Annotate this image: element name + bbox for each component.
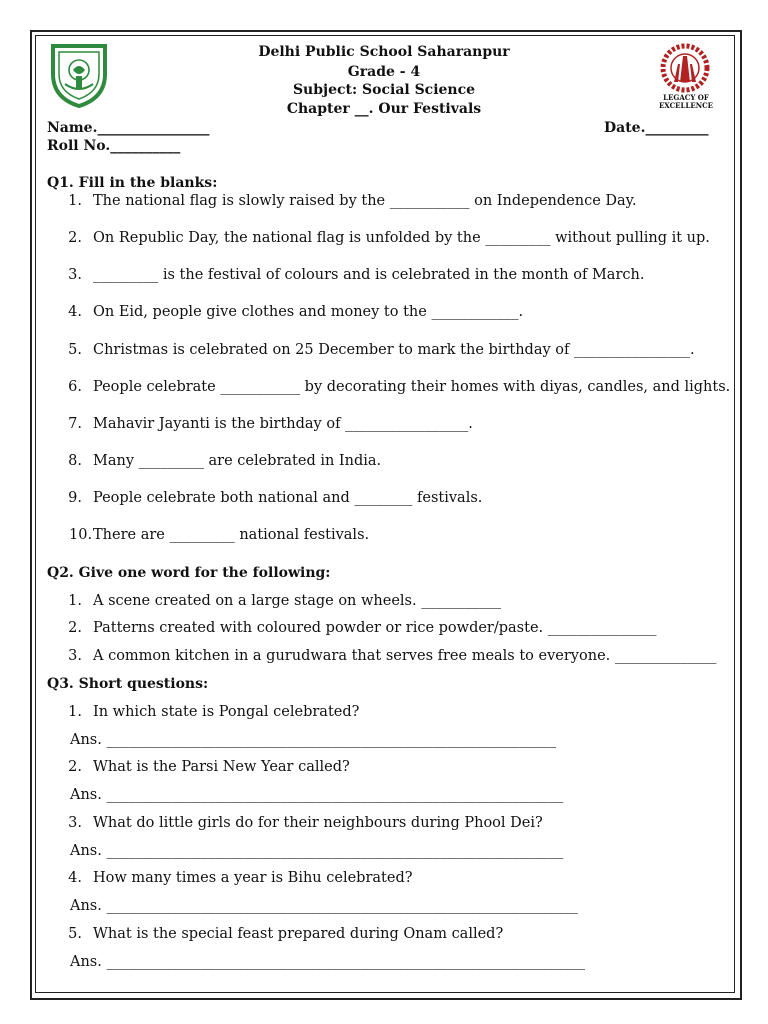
item-number: 4. xyxy=(68,304,82,320)
item-number: 10. xyxy=(69,527,93,543)
q3-title: Q3. Short questions: xyxy=(47,676,209,692)
item-text: There are _________ national festivals. xyxy=(93,527,370,543)
subject-heading: Subject: Social Science xyxy=(292,82,476,98)
item-text: On Republic Day, the national flag is unfolded by the _________ without pulling it up. xyxy=(93,230,710,246)
item-number: 5. xyxy=(68,926,82,942)
item-number: 1. xyxy=(68,193,82,209)
item-number: 6. xyxy=(68,379,82,395)
item-text: The national flag is slowly raised by the ___________ on Independence Day. xyxy=(93,193,637,209)
answer-line[interactable]: Ans. __________________________________________________________________ xyxy=(70,954,585,970)
logo-caption: LEGACY OF EXCELLENCE xyxy=(658,93,714,110)
item-text: A scene created on a large stage on wheels. ___________ xyxy=(93,593,501,609)
item-number: 7. xyxy=(68,416,82,432)
item-number: 2. xyxy=(68,230,82,246)
item-number: 3. xyxy=(68,815,82,831)
item-text: People celebrate ___________ by decorating their homes with diyas, candles, and lights. xyxy=(93,379,731,395)
item-text: A common kitchen in a gurudwara that serves free meals to everyone. ______________ xyxy=(93,648,717,664)
item-text: Patterns created with coloured powder or rice powder/paste. _______________ xyxy=(93,620,657,636)
item-text: Many _________ are celebrated in India. xyxy=(93,453,382,469)
item-number: 3. xyxy=(68,648,82,664)
item-number: 1. xyxy=(68,704,82,720)
item-text: On Eid, people give clothes and money to the ____________. xyxy=(93,304,524,320)
item-number: 9. xyxy=(68,490,82,506)
item-number: 2. xyxy=(68,620,82,636)
item-text: People celebrate both national and ________ festivals. xyxy=(93,490,483,506)
item-number: 2. xyxy=(68,759,82,775)
answer-line[interactable]: Ans. _______________________________________________________________ xyxy=(70,787,564,803)
item-text: In which state is Pongal celebrated? xyxy=(93,704,360,720)
answer-line[interactable]: Ans. _________________________________________________________________ xyxy=(70,898,578,914)
item-number: 4. xyxy=(68,870,82,886)
item-text: _________ is the festival of colours and is celebrated in the month of March. xyxy=(93,267,645,283)
item-number: 8. xyxy=(68,453,82,469)
q1-title: Q1. Fill in the blanks: xyxy=(47,175,218,191)
item-number: 1. xyxy=(68,593,82,609)
chapter-heading: Chapter __. Our Festivals xyxy=(286,101,482,117)
school-name: Delhi Public School Saharanpur xyxy=(258,44,510,60)
date-field[interactable]: Date._________ xyxy=(604,120,709,136)
item-number: 5. xyxy=(68,342,82,358)
item-text: What do little girls do for their neighbours during Phool Dei? xyxy=(93,815,543,831)
item-text: Christmas is celebrated on 25 December to mark the birthday of ________________. xyxy=(93,342,695,358)
roll-number-field[interactable]: Roll No.__________ xyxy=(47,138,181,154)
answer-line[interactable]: Ans. _______________________________________________________________ xyxy=(70,843,564,859)
q2-title: Q2. Give one word for the following: xyxy=(47,565,331,581)
name-field[interactable]: Name.________________ xyxy=(47,120,210,136)
answer-line[interactable]: Ans. ______________________________________________________________ xyxy=(70,732,556,748)
item-text: How many times a year is Bihu celebrated? xyxy=(93,870,413,886)
grade-heading: Grade - 4 xyxy=(347,64,421,80)
item-text: What is the special feast prepared during Onam called? xyxy=(93,926,504,942)
item-text: Mahavir Jayanti is the birthday of _________________. xyxy=(93,416,473,432)
item-text: What is the Parsi New Year called? xyxy=(93,759,350,775)
item-number: 3. xyxy=(68,267,82,283)
